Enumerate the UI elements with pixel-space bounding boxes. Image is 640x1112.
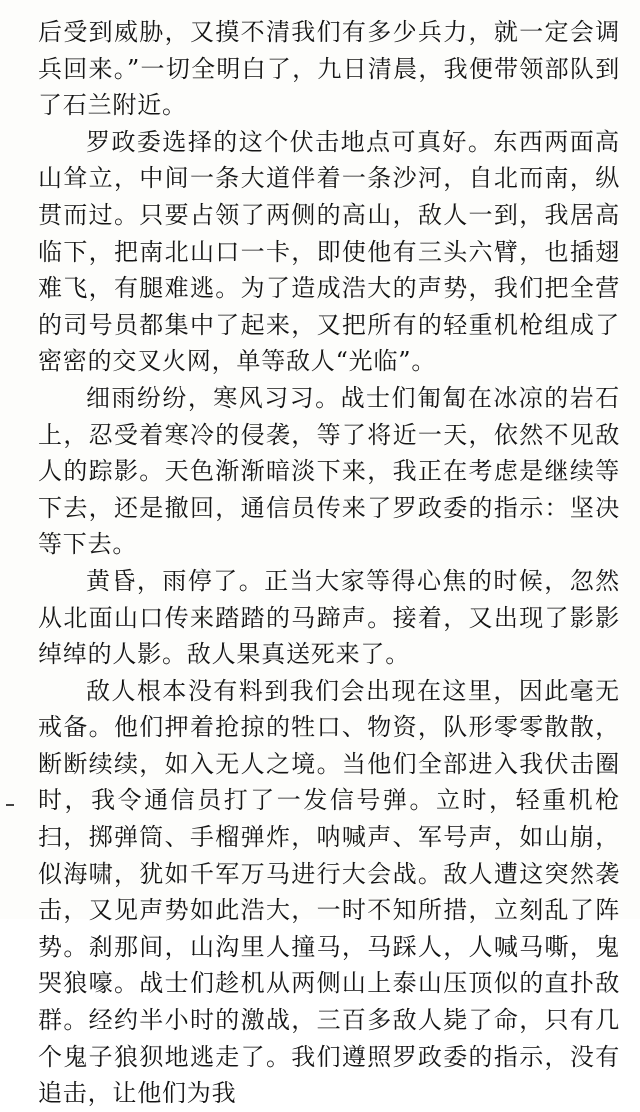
scan-margin-mark [6,804,14,806]
paragraph-3: 细雨纷纷，寒风习习。战士们匍匐在冰凉的岩石上，忍受着寒冷的侵袭，等了将近一天，依然不见敌人的踪影。天色渐渐暗淡下来，我正在考虑是继续等下去，还是撤回，通信员传来了罗政委的指示：坚决等下去。 [38,383,620,559]
paragraph-4: 黄昏，雨停了。正当大家等得心焦的时候，忽然从北面山口传来踏踏的马蹄声。接着，又出现了影影绰绰的人影。敌人果真送死来了。 [38,566,620,669]
paragraph-5: 敌人根本没有料到我们会出现在这里，因此毫无戒备。他们押着抢掠的牲口、物资，队形零零散散，断断续续，如入无人之境。当他们全部进入我伏击圈时，我令通信员打了一发信号弹。立时，轻重机枪扫，掷弹筒、手榴弹炸，呐喊声、军号声，如山崩，似海啸，犹如千军万马进行大会战。敌人遭这突然袭击，又见声势如此浩大，一时不知所措，立刻乱了阵势。刹那间，山沟里人撞马，马踩人，人喊马嘶，鬼哭狼嚎。战士们趁机从两侧山上泰山压顶似的直扑敌群。经约半小时的激战，三百多敌人毙了命，只有几个鬼子狼狈地逃走了。我们遵照罗政委的指示，没有追击，让他们为我 [38,676,620,1108]
paragraph-2: 罗政委选择的这个伏击地点可真好。东西两面高山耸立，中间一条大道伴着一条沙河，自北而南，纵贯而过。只要占领了两侧的高山，敌人一到，我居高临下，把南北山口一卡，即使他有三头六臂，也插翅难飞，有腿难逃。为了造成浩大的声势，我们把全营的司号员都集中了起来，又把所有的轻重机枪组成了密密的交叉火网，单等敌人“光临”。 [38,127,620,376]
paragraph-1: 后受到威胁，又摸不清我们有多少兵力，就一定会调兵回来。”一切全明白了，九日清晨，我便带领部队到了石兰附近。 [38,18,620,120]
